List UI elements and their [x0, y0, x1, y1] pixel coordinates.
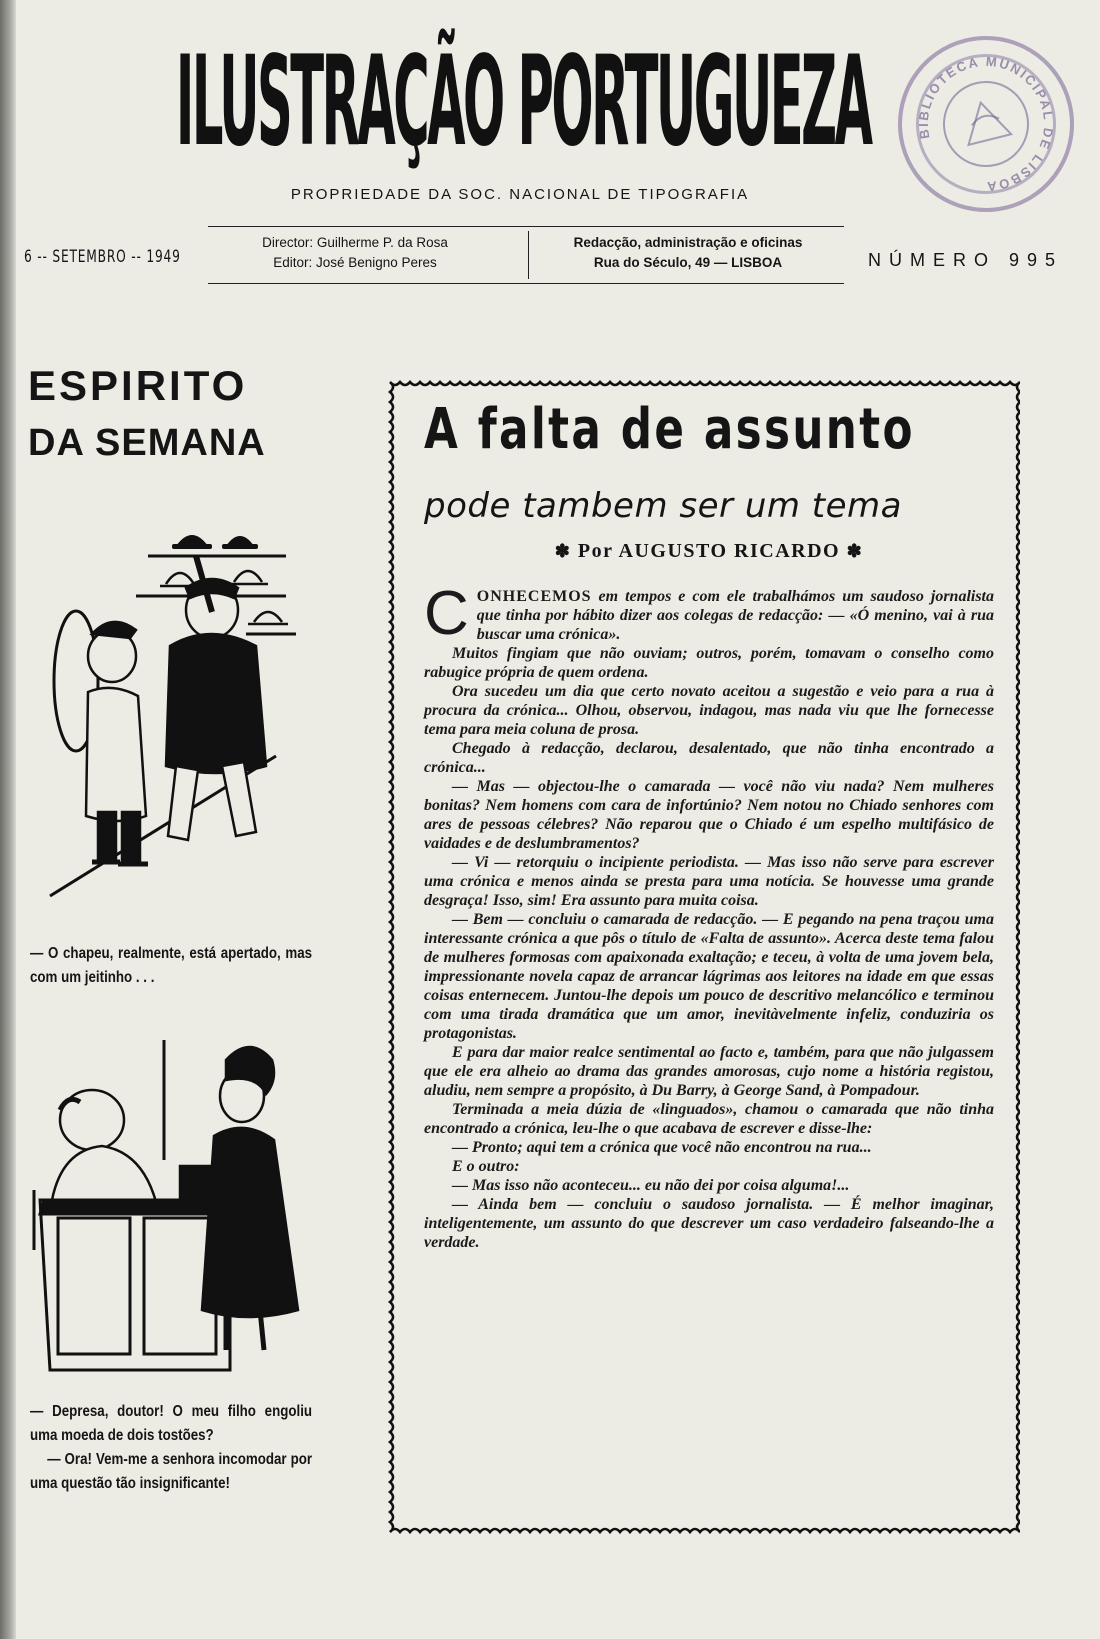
article-box	[384, 376, 1020, 1534]
article-byline	[424, 540, 994, 563]
stamp-lettering: BIBLIOTECA MUNICIPAL DE LISBOA	[915, 53, 1057, 195]
staff-info-box	[208, 226, 844, 284]
sidebar-title-line-2: DA SEMANA	[28, 422, 266, 464]
article-content	[424, 398, 994, 1252]
cartoon-2-caption-line-2: — Ora! Vem-me a senhora incomodar por uma questão tão insignificante!	[30, 1451, 313, 1492]
paragraph-rest: em tempos e com ele trabalhámos um saudoso jornalista que tinha por hábito dizer aos colegas de redacção: — «Ó menino, vai à rua buscar uma crónica».	[476, 588, 994, 643]
doctor-desk-cartoon-illustration	[30, 1040, 316, 1380]
article-paragraph: — Vi — retorquiu o incipiente periodista. — Mas isso não serve para escrever uma crónica e menos ainda se presta para uma notícia. Se houvesse uma grande desgraça! Isso, sim! Era assunto para muita coisa.	[424, 854, 994, 909]
stamp-seal-icon	[889, 27, 1083, 221]
article-body	[424, 579, 994, 1252]
hat-shop-cartoon-illustration	[36, 516, 312, 916]
office-address	[540, 233, 836, 273]
article-paragraph: Muitos fingiam que não ouviam; outros, porém, tomavam o conselho como rabugice própria de quem ordena.	[424, 645, 994, 681]
article-paragraph: Terminada a meia dúzia de «linguados», chamou o camarada que não tinha encontrado a crónica, leu-lhe o que acabava de escrever e disse-lhe:	[424, 1101, 994, 1137]
article-paragraph: Ora sucedeu um dia que certo novato aceitou a sugestão e veio para a rua à procura da crónica... Olhou, observou, indagou, mas nada viu que lhe fornecesse tema para meia coluna de prosa.	[424, 683, 994, 738]
article-headline: A falta de assunto	[424, 397, 915, 462]
issue-number: NÚMERO 995	[868, 250, 1064, 270]
article-paragraph: — Pronto; aqui tem a crónica que você não encontrou na rua...	[452, 1139, 872, 1156]
article-paragraph: — Mas isso não aconteceu... eu não dei por coisa alguma!...	[452, 1177, 850, 1194]
cartoon-2-caption-line-1: — Depresa, doutor! O meu filho engoliu uma moeda de dois tostões?	[30, 1403, 313, 1444]
flower-ornament-icon: ✽	[846, 541, 864, 561]
info-divider	[528, 231, 529, 279]
article-subheadline: pode tambem ser um tema	[424, 486, 903, 526]
drop-cap: C	[424, 579, 469, 648]
binding-edge	[0, 0, 16, 1639]
masthead-tagline: PROPRIEDADE DA SOC. NACIONAL DE TIPOGRAFIA	[290, 186, 750, 203]
sidebar-title-line-1: ESPIRITO	[28, 362, 248, 409]
edition-date: 6 -- SETEMBRO -- 1949	[24, 247, 181, 267]
article-paragraph: — Bem — concluiu o camarada de redacção. — E pegando na pena traçou uma interessante crónica a que pôs o título de «Falta de assunto». Acerca deste tema falou de mulheres formosas com apaixonada exaltação; e teceu, à volta de uma jovem bela, impressionante novela capaz de arrancar lágrimas aos leitores na idade em que essas coisas enternecem. Juntou-lhe depois um pouco de descritivo melancólico e terminou com uma tirada dramática que um amor, inevitàvelmente infeliz, conduziria os protagonistas.	[424, 911, 994, 1042]
cartoon-1-caption: — O chapeu, realmente, está apertado, mas com um jeitinho . . .	[30, 945, 313, 986]
article-paragraph: — Mas — objectou-lhe o camarada — você não viu nada? Nem mulheres bonitas? Nem homens com cara de infortúnio? Nem notou no Chiado senhores com ares de pessoas célebres? Não reparou que o Chiado é um espelho multifásico de vaidades e de deslumbramentos?	[424, 778, 994, 852]
director-line: Director: Guilherme P. da Rosa	[262, 235, 448, 250]
flower-ornament-icon: ✽	[554, 541, 572, 561]
office-line-2: Rua do Século, 49 — LISBOA	[593, 255, 783, 270]
article-paragraph: E o outro:	[452, 1158, 520, 1175]
article-paragraph	[424, 579, 994, 648]
editor-line: Editor: José Benigno Peres	[273, 255, 437, 270]
staff-credits	[226, 233, 484, 273]
article-paragraph: Chegado à redacção, declarou, desalentado, que não tinha encontrado a crónica...	[424, 740, 994, 776]
first-word: ONHECEMOS	[476, 588, 592, 605]
library-stamp	[879, 17, 1092, 230]
article-paragraph: E para dar maior realce sentimental ao facto e, também, para que não julgassem que ele era alheio ao drama das grandes amorosas, cujo nome a história registou, aludiu, nem sempre a propósito, à Du Barry, à George Sand, à Pompadour.	[424, 1044, 994, 1099]
article-paragraph: — Ainda bem — concluiu o saudoso jornalista. — É melhor imaginar, inteligentemente, um assunto do que descrever um caso verdadeiro falseando-lhe a verdade.	[424, 1196, 994, 1251]
masthead-title: ILUSTRAÇÃO PORTUGUEZA	[175, 29, 871, 174]
byline-text: Por AUGUSTO RICARDO	[577, 540, 841, 562]
office-line-1: Redacção, administração e oficinas	[573, 235, 803, 250]
masthead	[148, 29, 898, 174]
cartoon-2-caption	[30, 1400, 312, 1496]
